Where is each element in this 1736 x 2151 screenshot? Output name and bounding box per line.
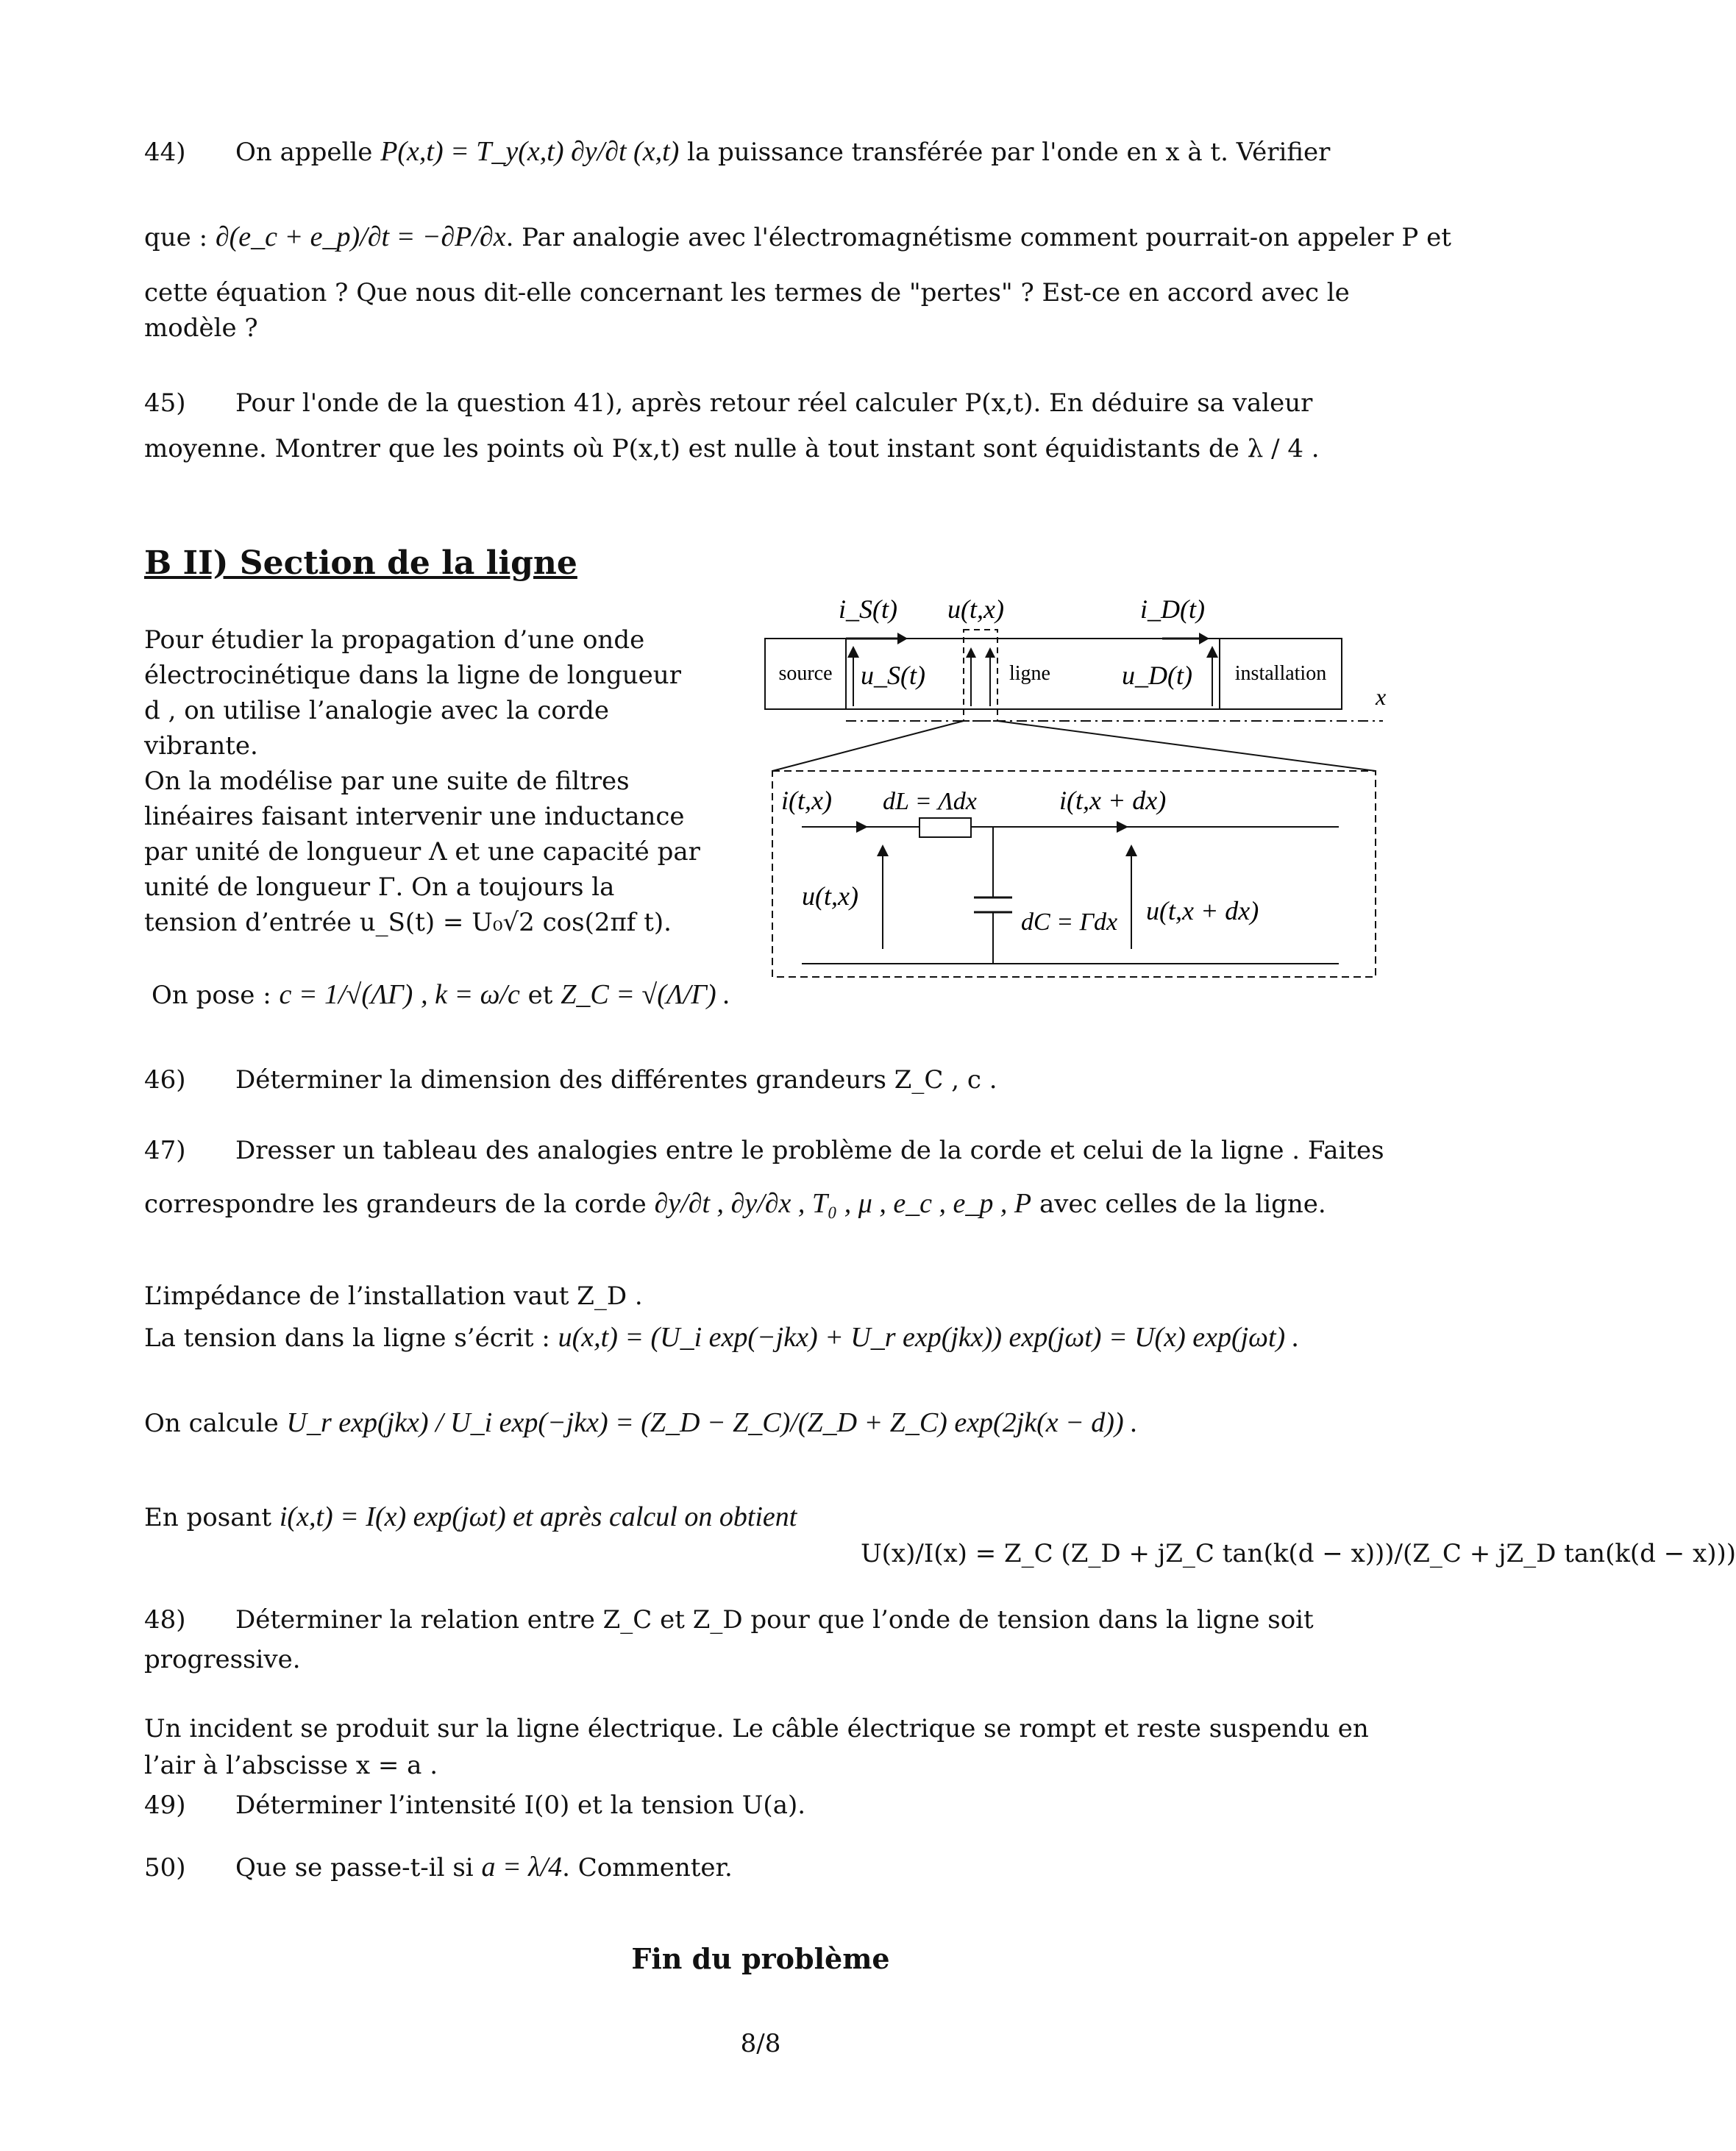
ratio-line — [144, 1407, 1138, 1440]
u-tdx-label: u(t,x + dx) — [1146, 896, 1259, 925]
incident-line2: l’air à l’abscisse x = a . — [144, 1751, 438, 1780]
q47-line2 — [144, 1187, 1326, 1220]
section-title: B II) Section de la ligne — [144, 544, 577, 582]
id-label: i_D(t) — [1140, 594, 1205, 624]
q47-text-3: avec celles de la ligne. — [1039, 1190, 1326, 1219]
q50-line — [144, 1851, 733, 1884]
intro-line: d , on utilise l’analogie avec la corde — [144, 696, 610, 725]
intro-line: électrocinétique dans la ligne de longueur — [144, 661, 681, 690]
q50-text-b: . Commenter. — [562, 1853, 733, 1882]
q45-line2: moyenne. Montrer que les points où P(x,t) est nulle à tout instant sont équidistants de λ / 4 . — [144, 434, 1320, 463]
ratio-intro: On calcule — [144, 1409, 279, 1438]
intro-line: tension d’entrée u_S(t) = U₀√2 cos(2πf t). — [144, 908, 672, 937]
impedance-formula: U(x)/I(x) = Z_C (Z_D + jZ_C tan(k(d − x)))/(Z_C + jZ_D tan(k(d − x))) — [861, 1539, 1736, 1568]
q45-line1 — [144, 387, 1312, 419]
voltage-intro: La tension dans la ligne s’écrit : — [144, 1323, 550, 1353]
q44-text-a: On appelle — [235, 138, 373, 167]
u-tx2-label: u(t,x) — [802, 881, 858, 911]
q44-power-formula: P(x,t) = T_y(x,t) ∂y/∂t (x,t) — [380, 136, 680, 167]
q46-line — [144, 1064, 997, 1096]
q49-line — [144, 1789, 805, 1821]
voltage-formula: u(x,t) = (U_i exp(−jkx) + U_r exp(jkx)) exp(jωt) = U(x) exp(jωt) . — [558, 1322, 1300, 1353]
intro-paragraph — [144, 622, 703, 940]
intro-definitions — [152, 978, 730, 1011]
dL-label: dL = Λdx — [883, 788, 977, 815]
line-circuit-diagram — [750, 581, 1398, 993]
intro-line: linéaires faisant intervenir une inductance — [144, 802, 685, 831]
k-definition: , k = ω/c — [421, 979, 520, 1010]
q44-text-b: la puissance transférée par l'onde en x à t. Vérifier — [687, 138, 1331, 167]
i-tx-arrow — [856, 821, 868, 833]
ratio-formula: U_r exp(jkx) / U_i exp(−jkx) = (Z_D − Z_C)/(Z_D + Z_C) exp(2jk(x − d)) . — [286, 1407, 1138, 1438]
q48-line1 — [144, 1604, 1314, 1636]
impedance-result-line — [144, 1501, 797, 1534]
end-of-problem: Fin du problème — [631, 1942, 890, 1975]
intro-line: On la modélise par une suite de filtres — [144, 767, 630, 796]
i-tdx-label: i(t,x + dx) — [1059, 786, 1167, 815]
q44-line1 — [144, 135, 1330, 168]
impedance-line: L’impédance de l’installation vaut Z_D . — [144, 1281, 643, 1311]
is-arrow — [897, 633, 908, 644]
incident-line1: Un incident se produit sur la ligne électrique. Le câble électrique se rompt et reste suspendu en — [144, 1714, 1369, 1743]
q49-text: Déterminer l’intensité I(0) et la tension U(a). — [235, 1791, 806, 1820]
intro-line: par unité de longueur Λ et une capacité par — [144, 837, 700, 867]
q44-line4: modèle ? — [144, 313, 258, 343]
q47-text-1: Dresser un tableau des analogies entre le problème de la corde et celui de la ligne . Faites — [235, 1136, 1384, 1165]
ligne-label: ligne — [1009, 662, 1050, 685]
zc-definition: Z_C = √(Λ/Γ) . — [561, 979, 730, 1010]
q45-number: 45) — [144, 388, 186, 418]
q44-line2 — [144, 221, 1451, 254]
c-definition: c = 1/√(ΛΓ) — [279, 979, 413, 1010]
current-definition: i(x,t) = I(x) exp(jωt) et après calcul on obtient — [279, 1501, 797, 1532]
q50-text-a: Que se passe-t-il si — [235, 1853, 474, 1882]
q47-string-quantities: ∂y/∂t , ∂y/∂x , T₀ , μ , e_c , e_p , P — [654, 1188, 1032, 1219]
page-number: 8/8 — [740, 2029, 781, 2058]
is-label: i_S(t) — [839, 594, 897, 624]
q47-line1 — [144, 1134, 1384, 1167]
q45-text-1: Pour l'onde de la question 41), après retour réel calculer P(x,t). En déduire sa valeur — [235, 388, 1313, 418]
q44-conservation-formula: ∂(e_c + e_p)/∂t = −∂P/∂x — [215, 221, 506, 252]
source-label: source — [778, 662, 833, 685]
et-word: et — [527, 981, 553, 1010]
q44-que: que : — [144, 223, 208, 252]
installation-label: installation — [1234, 662, 1327, 685]
ud-label: u_D(t) — [1122, 661, 1192, 690]
intro-line: Pour étudier la propagation d’une onde — [144, 625, 645, 655]
q44-line3: cette équation ? Que nous dit-elle concernant les termes de "pertes" ? Est-ce en accord avec le — [144, 278, 1350, 307]
intro-line: vibrante. — [144, 731, 258, 761]
inductor-dL — [919, 818, 971, 837]
voltage-line — [144, 1321, 1299, 1354]
intro-line: unité de longueur Γ. On a toujours la — [144, 872, 615, 902]
u-tx-label: u(t,x) — [947, 594, 1004, 624]
us-label: u_S(t) — [861, 661, 925, 690]
id-arrow — [1199, 633, 1209, 644]
q49-number: 49) — [144, 1791, 186, 1820]
q44-text-c: . Par analogie avec l'électromagnétisme comment pourrait-on appeler P et — [505, 223, 1451, 252]
dC-label: dC = Γdx — [1021, 909, 1118, 936]
en-posant: En posant — [144, 1503, 272, 1532]
q46-number: 46) — [144, 1065, 186, 1095]
q47-number: 47) — [144, 1136, 186, 1165]
q50-formula: a = λ/4 — [481, 1852, 563, 1882]
q44-number: 44) — [144, 138, 186, 167]
i-tdx-arrow — [1117, 821, 1128, 833]
q48-text-1: Déterminer la relation entre Z_C et Z_D pour que l’onde de tension dans la ligne soit — [235, 1605, 1314, 1635]
q46-text: Déterminer la dimension des différentes grandeurs Z_C , c . — [235, 1065, 997, 1095]
on-pose: On pose : — [152, 981, 271, 1010]
x-axis-label: x — [1376, 683, 1387, 710]
q47-text-2: correspondre les grandeurs de la corde — [144, 1190, 647, 1219]
element-dx-box — [964, 630, 997, 721]
q50-number: 50) — [144, 1853, 186, 1882]
q48-line2: progressive. — [144, 1645, 301, 1674]
q48-number: 48) — [144, 1605, 186, 1635]
i-tx-label: i(t,x) — [781, 786, 832, 815]
